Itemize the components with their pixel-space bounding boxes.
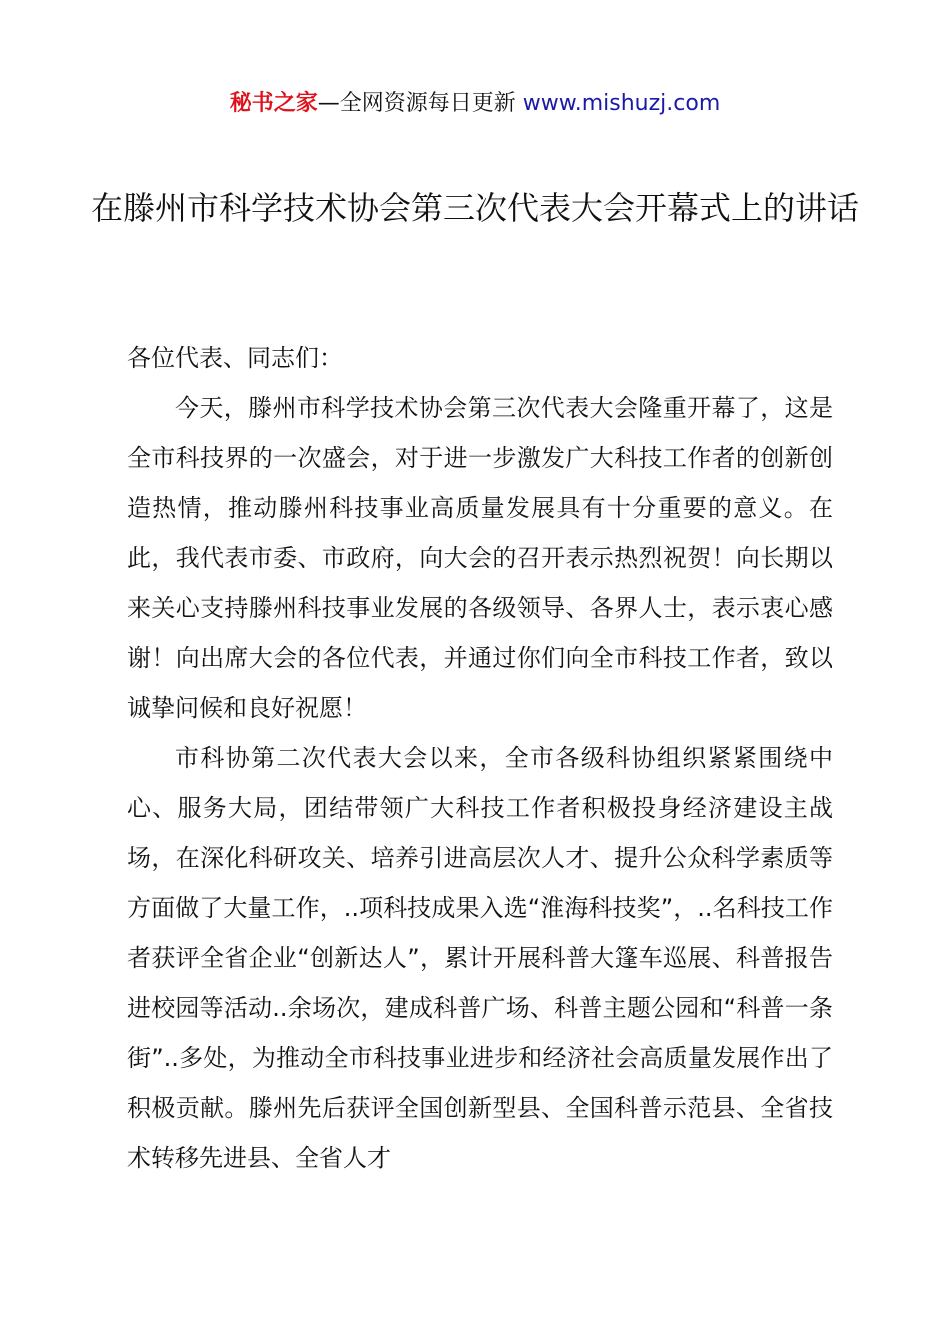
body-paragraph-1: 今天，滕州市科学技术协会第三次代表大会隆重开幕了，这是全市科技界的一次盛会，对于进一步激发广大科技工作者的创新创造热情，推动滕州科技事业高质量发展具有十分重要的意义。在此，我代表市委、市政府，向大会的召开表示热烈祝贺！向长期以来关心支持滕州科技事业发展的各级领导、各界人士，表示衷心感谢！向出席大会的各位代表，并通过你们向全市科技工作者，致以诚挚问候和良好祝愿！ — [127, 394, 833, 722]
site-header — [0, 88, 950, 120]
site-tagline: —全网资源每日更新 — [317, 91, 523, 116]
salutation: 各位代表、同志们： — [127, 344, 343, 372]
document-body — [127, 333, 833, 1183]
document-title: 在滕州市科学技术协会第三次代表大会开幕式上的讲话 — [90, 189, 859, 227]
site-url-link[interactable]: www.mishuzj.com — [522, 91, 721, 116]
site-brand: 秘书之家 — [229, 91, 318, 116]
body-paragraph-2: 市科协第二次代表大会以来，全市各级科协组织紧紧围绕中心、服务大局，团结带领广大科技工作者积极投身经济建设主战场，在深化科研攻关、培养引进高层次人才、提升公众科学素质等方面做了大量工作，..项科技成果入选“淮海科技奖”，..名科技工作者获评全省企业“创新达人”，累计开展科普大篷车巡展、科普报告进校园等活动..余场次，建成科普广场、科普主题公园和“科普一条街”..多处，为推动全市科技事业进步和经济社会高质量发展作出了积极贡献。滕州先后获评全国创新型县、全国科普示范县、全省技术转移先进县、全省人才 — [127, 744, 833, 1172]
